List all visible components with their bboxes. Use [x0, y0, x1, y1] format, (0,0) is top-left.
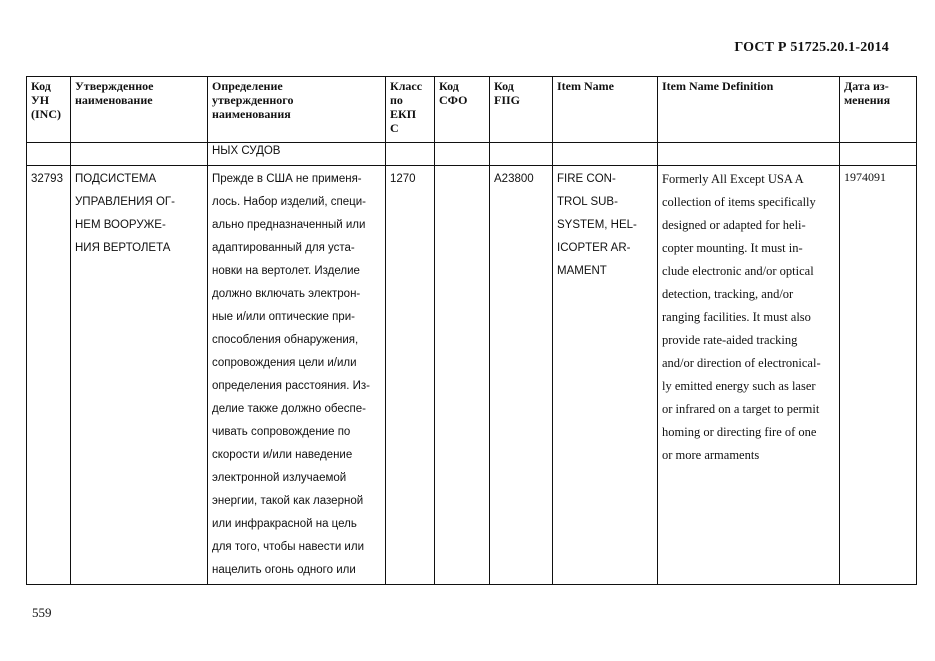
- cell-definition-line: ные и/или оптические при-: [212, 311, 355, 323]
- cell-definition-line: электронной излучаемой: [212, 472, 347, 484]
- header-item-definition-line: Item Name Definition: [662, 79, 774, 93]
- cell-approved-name-line: УПРАВЛЕНИЯ ОГ-: [75, 196, 175, 208]
- cell-item-definition-line: or infrared on a target to permit: [662, 402, 820, 416]
- continuation-row: [27, 143, 917, 166]
- continuation-text: НЫХ СУДОВ: [208, 143, 386, 166]
- cell-item-definition-line: and/or direction of electronical-: [662, 356, 821, 370]
- cell-approved-name-line: НЕМ ВООРУЖЕ-: [75, 219, 166, 231]
- cell-item-definition-line: detection, tracking, and/or: [662, 287, 794, 301]
- header-sfo-line: СФО: [439, 93, 468, 107]
- table-row: [27, 166, 917, 585]
- header-class-line: по: [390, 93, 403, 107]
- cell-item-definition-line: collection of items specifically: [662, 195, 816, 209]
- classification-table: [26, 76, 917, 585]
- cell-definition-line: или инфракрасной на цель: [212, 518, 357, 530]
- header-definition-line: наименования: [212, 107, 291, 121]
- cell-item-definition-line: clude electronic and/or optical: [662, 264, 814, 278]
- cell-definition-line: Прежде в США не применя-: [212, 173, 362, 185]
- header-definition-line: Определение: [212, 79, 283, 93]
- cell-definition-line: нацелить огонь одного или: [212, 564, 356, 576]
- header-class-line: Класс: [390, 79, 423, 93]
- header-fiig-line: Код: [494, 79, 514, 93]
- cell-definition-line: адаптированный для уста-: [212, 242, 355, 254]
- cell-definition-line: ально предназначенный или: [212, 219, 366, 231]
- header-fiig-line: FIIG: [494, 93, 521, 107]
- header-item-name-line: Item Name: [557, 79, 614, 93]
- cell-item-definition-line: designed or adapted for heli-: [662, 218, 806, 232]
- cell-item-name-line: ICOPTER AR-: [557, 242, 631, 254]
- header-inc-line: Код: [31, 79, 51, 93]
- cell-item-definition-line: Formerly All Except USA A: [662, 172, 804, 186]
- cell-date: 1974091: [840, 166, 917, 585]
- cell-item-name-line: TROL SUB-: [557, 196, 618, 208]
- cell-class: 1270: [386, 166, 435, 585]
- header-sfo-line: Код: [439, 79, 459, 93]
- header-date-line: Дата из-: [844, 79, 889, 93]
- cell-item-definition-line: provide rate-aided tracking: [662, 333, 798, 347]
- header-item-name: [553, 77, 658, 143]
- header-item-definition: [658, 77, 840, 143]
- cell-definition-line: сопровождения цели и/или: [212, 357, 357, 369]
- cell-inc: 32793: [27, 166, 71, 585]
- cell-item-name-line: FIRE CON-: [557, 173, 616, 185]
- header-approved-name: [71, 77, 208, 143]
- header-inc-line: УН: [31, 93, 50, 107]
- cell-approved-name-line: НИЯ ВЕРТОЛЕТА: [75, 242, 171, 254]
- cell-definition: [208, 166, 386, 585]
- cell-item-definition-line: or more armaments: [662, 448, 760, 462]
- cell-item-definition: [658, 166, 840, 585]
- cell-item-definition-line: homing or directing fire of one: [662, 425, 817, 439]
- header-class-line: ЕКП: [390, 107, 417, 121]
- cell-definition-line: способления обнаружения,: [212, 334, 359, 346]
- header-class-line: С: [390, 121, 399, 135]
- header-row: [27, 77, 917, 143]
- header-definition-line: утвержденного: [212, 93, 294, 107]
- cell-definition-line: чивать сопровождение по: [212, 426, 351, 438]
- header-inc: [27, 77, 71, 143]
- cell-item-definition-line: copter mounting. It must in-: [662, 241, 803, 255]
- cell-approved-name-line: ПОДСИСТЕМА: [75, 173, 157, 185]
- standard-number: ГОСТ Р 51725.20.1-2014: [734, 40, 889, 55]
- header-date: [840, 77, 917, 143]
- cell-item-definition-line: ly emitted energy such as laser: [662, 379, 816, 393]
- header-definition: [208, 77, 386, 143]
- cell-definition-line: должно включать электрон-: [212, 288, 361, 300]
- header-class: [386, 77, 435, 143]
- header-date-line: менения: [844, 93, 891, 107]
- page-number: 559: [32, 605, 52, 620]
- cell-definition-line: определения расстояния. Из-: [212, 380, 371, 392]
- header-approved-name-line: Утвержденное: [75, 79, 154, 93]
- cell-item-definition-line: ranging facilities. It must also: [662, 310, 811, 324]
- cell-definition-line: делие также должно обеспе-: [212, 403, 366, 415]
- cell-item-name-line: SYSTEM, HEL-: [557, 219, 637, 231]
- cell-definition-line: новки на вертолет. Изделие: [212, 265, 360, 277]
- cell-definition-line: лось. Набор изделий, специ-: [212, 196, 366, 208]
- header-sfo: [435, 77, 490, 143]
- header-fiig: [490, 77, 553, 143]
- cell-sfo: [435, 166, 490, 585]
- header-inc-line: (INC): [31, 107, 61, 121]
- cell-definition-line: энергии, такой как лазерной: [212, 495, 364, 507]
- cell-approved-name: [71, 166, 208, 585]
- cell-item-name-line: MAMENT: [557, 265, 607, 277]
- cell-definition-line: скорости и/или наведение: [212, 449, 353, 461]
- header-approved-name-line: наименование: [75, 93, 153, 107]
- cell-item-name: [553, 166, 658, 585]
- cell-definition-line: для того, чтобы навести или: [212, 541, 364, 553]
- cell-fiig: A23800: [490, 166, 553, 585]
